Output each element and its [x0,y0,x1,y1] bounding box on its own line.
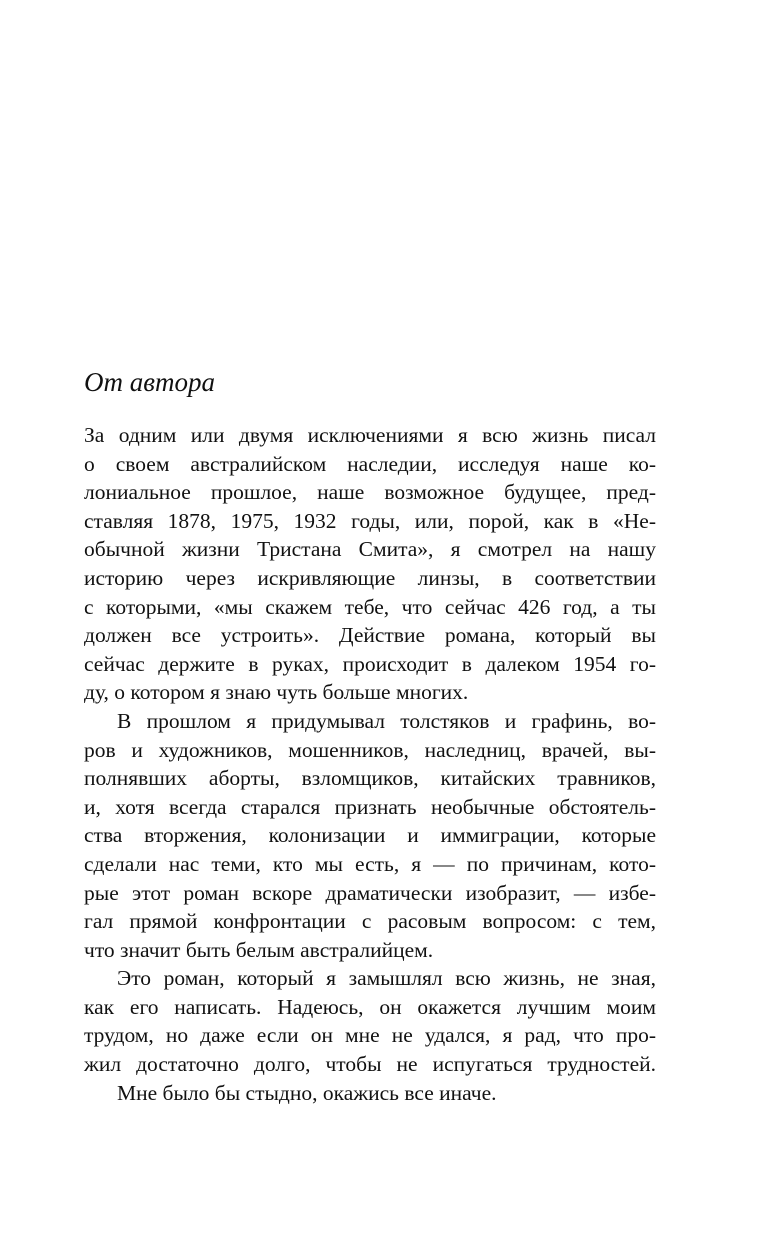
text-line: что значит быть белым австралийцем. [84,937,434,962]
text-line: ров и художников, мошенников, наследниц, врачей, вы- [84,737,656,762]
chapter-heading: От автора [84,367,215,397]
text-line: ду, о котором я знаю чуть больше многих. [84,680,469,705]
text-line: сделали нас теми, кто мы есть, я — по причинам, кото- [84,851,656,876]
text-line: и, хотя всегда старался признать необычные обстоятель- [84,794,656,819]
text-line: должен все устроить». Действие романа, который вы [84,623,656,648]
text-line: гал прямой конфронтации с расовым вопросом: с тем, [84,909,656,934]
text-line: рые этот роман вскоре драматически изобразит, — избе- [84,880,656,905]
text-line: как его написать. Надеюсь, он окажется лучшим моим [84,994,656,1019]
text-line: сейчас держите в руках, происходит в далеком 1954 го- [84,651,656,676]
paragraph-first-line: Мне было бы стыдно, окажись все иначе. [117,1080,497,1105]
text-line: полнявших аборты, взломщиков, китайских травников, [84,766,656,791]
text-line: лониальное прошлое, наше возможное будущее, пред- [84,480,656,505]
paragraph-first-line: В прошлом я придумывал толстяков и графинь, во- [117,708,656,733]
text-line: ставляя 1878, 1975, 1932 годы, или, порой, как в «Не- [84,508,656,533]
text-line: с которыми, «мы скажем тебе, что сейчас 426 год, а ты [84,594,656,619]
text-line: жил достаточно долго, чтобы не испугаться трудностей. [84,1052,656,1077]
paragraph-first-line: Это роман, который я замышлял всю жизнь, не зная, [117,966,656,991]
text-line: историю через искривляющие линзы, в соответствии [84,565,656,590]
text-line: о своем австралийском наследии, исследуя наше ко- [84,451,656,476]
text-line: ства вторжения, колонизации и иммиграции, которые [84,823,656,848]
body-text [84,421,656,1107]
text-line: трудом, но даже если он мне не удался, я рад, что про- [84,1023,656,1048]
text-line: За одним или двумя исключениями я всю жизнь писал [84,423,656,447]
text-line: обычной жизни Тристана Смита», я смотрел на нашу [84,537,656,562]
